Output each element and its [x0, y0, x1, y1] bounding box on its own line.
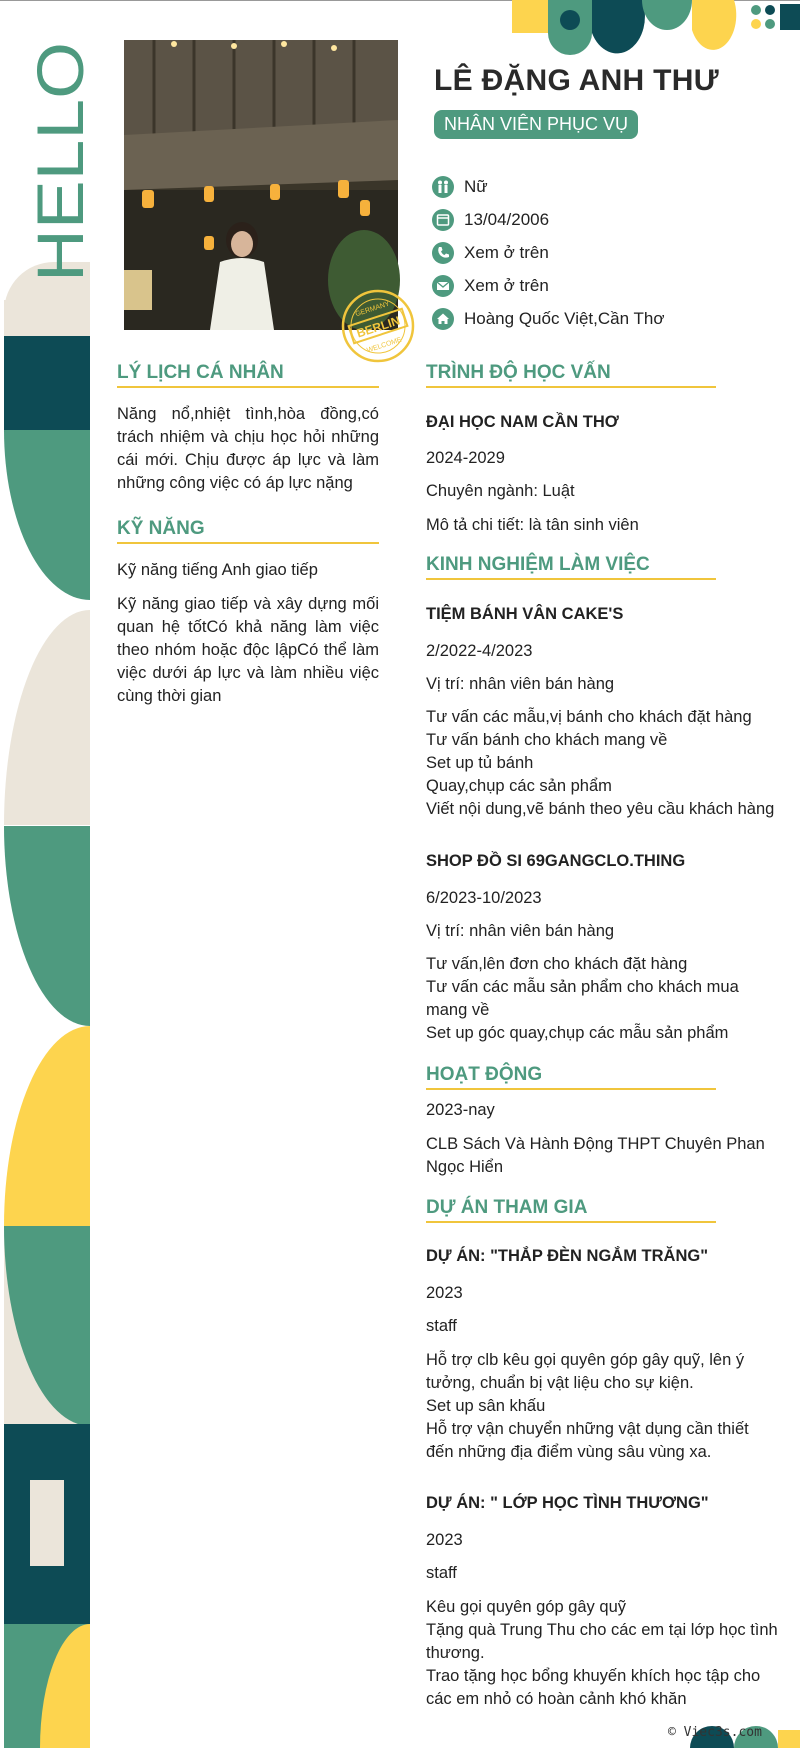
projects-underline [426, 1221, 716, 1223]
phone-link[interactable]: Xem ở trên [464, 242, 549, 262]
stamp-middle: BERLIN [354, 313, 402, 341]
project-role: staff [426, 1317, 457, 1335]
stamp-bottom: WELCOME [366, 336, 403, 355]
activity-line: Ngọc Hiển [426, 1158, 504, 1176]
duty-line: Tư vấn các mẫu,vị bánh cho khách đặt hàng [426, 708, 752, 726]
duty-line: Quay,chụp các sản phẩm [426, 777, 612, 795]
experience-underline [426, 578, 716, 580]
activity-period: 2023-nay [426, 1101, 495, 1119]
skills-underline [117, 542, 379, 544]
experience-title: KINH NGHIỆM LÀM VIỆC [426, 554, 650, 575]
task-line: Hỗ trợ clb kêu gọi quyên góp gây quỹ, lên ý [426, 1351, 745, 1369]
job-position: Vị trí: nhân viên bán hàng [426, 675, 615, 693]
education-period: 2024-2029 [426, 449, 505, 467]
project-tasks [426, 1349, 786, 1464]
gender-text: Nữ [464, 176, 488, 196]
task-line: Trao tặng học bổng khuyến khích học tập cho [426, 1667, 761, 1685]
job-company: SHOP ĐỒ SI 69GANGCLO.THING [426, 852, 686, 870]
duty-line: Set up góc quay,chụp các mẫu sản phẩm [426, 1024, 729, 1042]
job-period: 2/2022-4/2023 [426, 642, 533, 660]
project-tasks [426, 1596, 786, 1711]
birthday-text: 13/04/2006 [464, 209, 550, 229]
duty-line: Tư vấn bánh cho khách mang về [426, 731, 668, 749]
phone-icon [432, 242, 454, 264]
profile-underline [117, 386, 379, 388]
candidate-name: LÊ ĐẶNG ANH THƯ [434, 64, 719, 97]
duty-line: Tư vấn các mẫu sản phẩm cho khách mua [426, 978, 739, 996]
info-gender [432, 170, 664, 203]
skill-item: Kỹ năng giao tiếp và xây dựng mối quan hệ tốtCó khả năng làm việc theo nhóm hoặc độc lậpCó thể làm việc dưới áp lực và làm nhiều việc cùng thời gian [117, 595, 379, 705]
watermark: © Viec3s.com [668, 1725, 762, 1740]
decor-beige-2 [4, 610, 90, 825]
education-title: TRÌNH ĐỘ HỌC VẤN [426, 362, 611, 383]
profile-text: Năng nổ,nhiệt tình,hòa đồng,có trách nhiệm và chịu học hỏi những cái mới. Chịu được áp lực và làm những công việc có áp lực nặng [117, 405, 379, 492]
profile-title: LÝ LỊCH CÁ NHÂN [117, 362, 284, 383]
address-text: Hoàng Quốc Việt,Cần Thơ [464, 308, 665, 328]
duty-line: Viết nội dung,vẽ bánh theo yêu cầu khách hàng [426, 800, 775, 818]
job-title-badge: NHÂN VIÊN PHỤC VỤ [434, 110, 638, 139]
job-position: Vị trí: nhân viên bán hàng [426, 922, 615, 940]
job-period: 6/2023-10/2023 [426, 889, 542, 907]
task-line: Set up sân khấu [426, 1397, 546, 1415]
activity-line: CLB Sách Và Hành Động THPT Chuyên Phan [426, 1135, 765, 1153]
decor-teal [4, 336, 90, 432]
duty-line: Tư vấn,lên đơn cho khách đặt hàng [426, 955, 688, 973]
education-detail: Mô tả chi tiết: là tân sinh viên [426, 516, 639, 534]
activities-underline [426, 1088, 716, 1090]
job-duties [426, 706, 786, 821]
task-line: Hỗ trợ vận chuyển những vật dụng cần thiết [426, 1420, 749, 1438]
project-year: 2023 [426, 1284, 463, 1302]
activity-desc [426, 1133, 786, 1179]
job-company: TIỆM BÁNH VÂN CAKE'S [426, 605, 624, 623]
task-line: đến những địa điểm vùng sâu vùng xa. [426, 1443, 712, 1461]
task-line: Kêu gọi quyên góp gây quỹ [426, 1598, 626, 1616]
activities-title: HOẠT ĐỘNG [426, 1064, 543, 1085]
info-phone [432, 236, 664, 269]
education-major: Chuyên ngành: Luật [426, 482, 575, 500]
school-name: ĐẠI HỌC NAM CẦN THƠ [426, 413, 619, 431]
decor-beige-bar [30, 1480, 64, 1566]
email-link[interactable]: Xem ở trên [464, 275, 549, 295]
berlin-stamp [340, 288, 416, 364]
task-line: Tặng quà Trung Thu cho các em tại lớp học tình [426, 1621, 778, 1639]
decor-yellow [4, 1026, 90, 1226]
info-email [432, 269, 664, 302]
email-icon [432, 275, 454, 297]
decor-green [4, 430, 90, 600]
projects-title: DỰ ÁN THAM GIA [426, 1197, 588, 1218]
info-birthday [432, 203, 664, 236]
skill-item: Kỹ năng tiếng Anh giao tiếp [117, 561, 318, 579]
gender-icon [432, 176, 454, 198]
skills-title: KỸ NĂNG [117, 518, 205, 539]
project-role: staff [426, 1564, 457, 1582]
project-year: 2023 [426, 1531, 463, 1549]
calendar-icon [432, 209, 454, 231]
info-address [432, 302, 664, 335]
duty-line: mang về [426, 1001, 490, 1019]
project-name: DỰ ÁN: "THẮP ĐÈN NGẮM TRĂNG" [426, 1247, 709, 1265]
education-underline [426, 386, 716, 388]
task-line: các em nhỏ có hoàn cảnh khó khăn [426, 1690, 687, 1708]
task-line: tưởng, chuẩn bị vật liệu cho sự kiện. [426, 1374, 694, 1392]
hello-text: HELLO [23, 65, 97, 282]
contact-info [432, 170, 664, 335]
profile-photo [124, 40, 398, 330]
job-duties [426, 953, 786, 1045]
stamp-top: GERMANY [354, 300, 391, 319]
project-name: DỰ ÁN: " LỚP HỌC TÌNH THƯƠNG" [426, 1494, 709, 1512]
home-icon [432, 308, 454, 330]
hello-vertical-text [23, 40, 97, 285]
task-line: thương. [426, 1644, 485, 1662]
decor-green-2 [4, 826, 90, 1026]
duty-line: Set up tủ bánh [426, 754, 534, 772]
top-right-decor [512, 0, 800, 33]
